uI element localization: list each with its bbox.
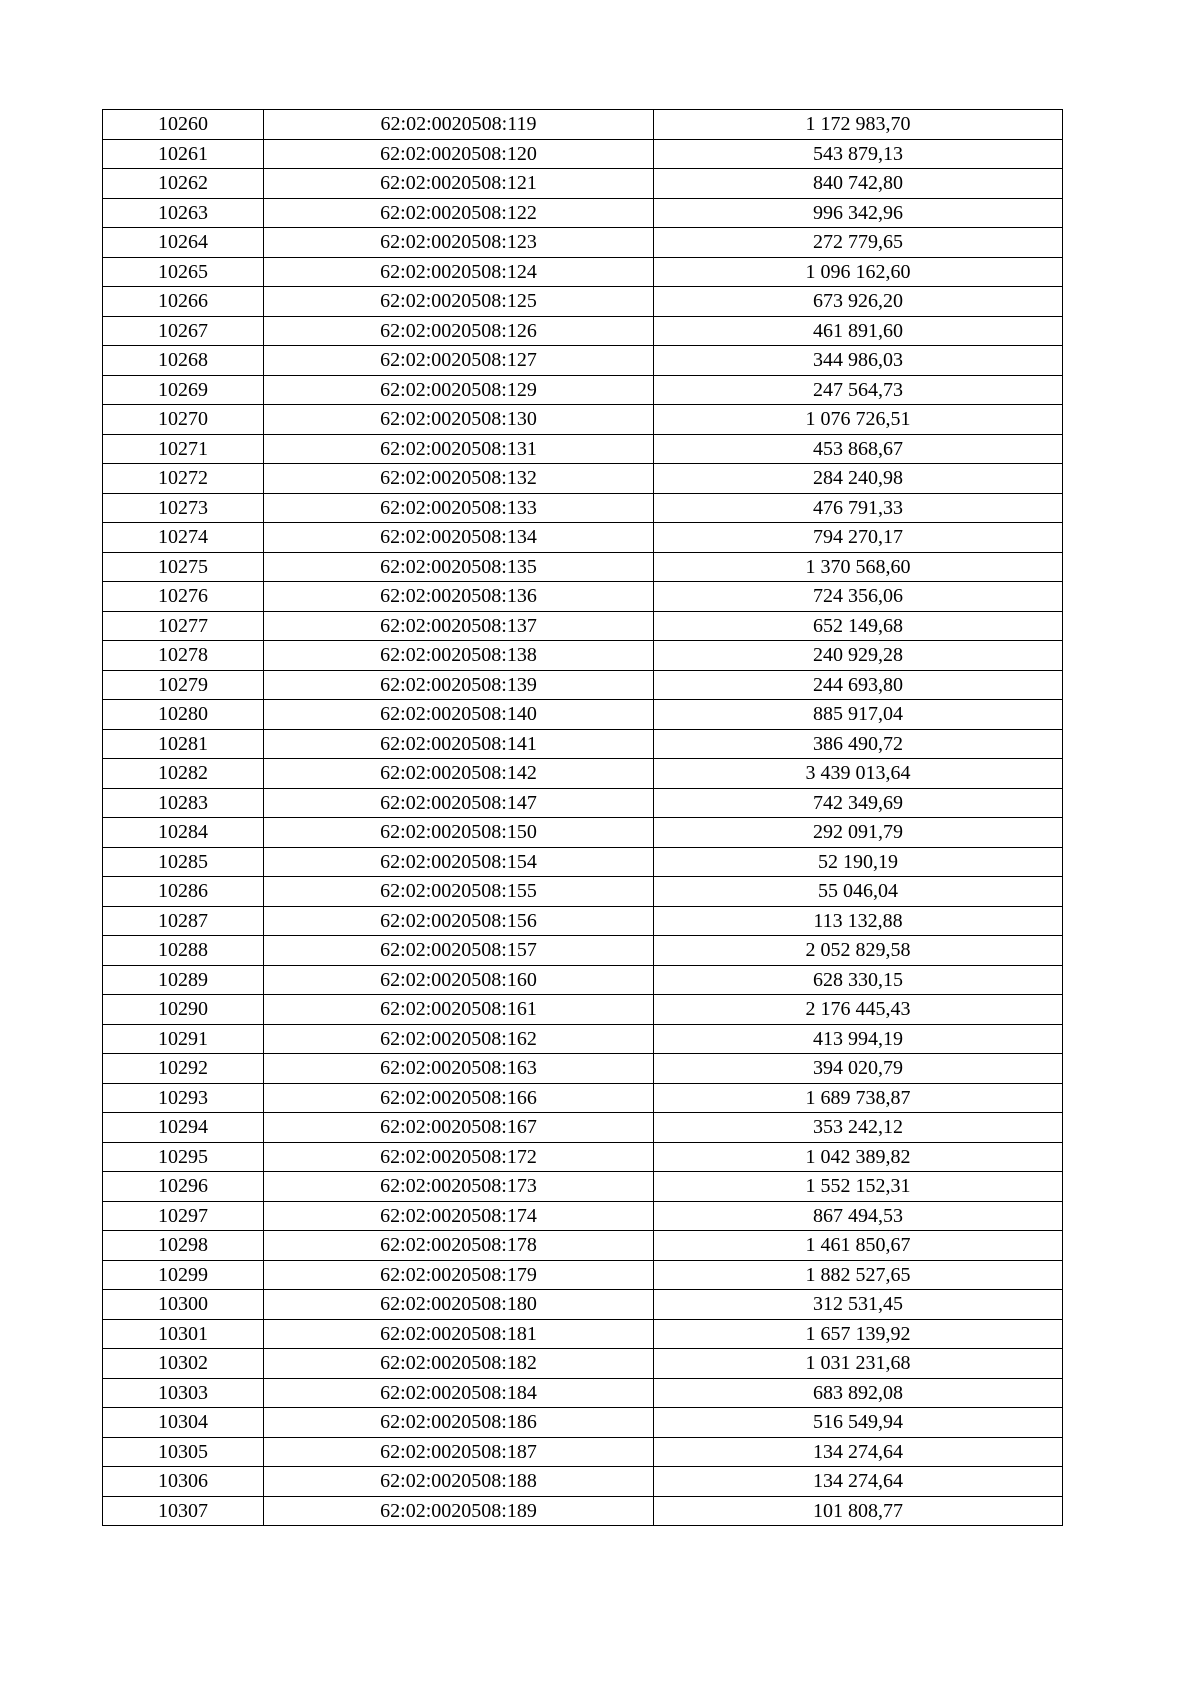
value-cell: 461 891,60 bbox=[654, 316, 1063, 346]
value-cell: 52 190,19 bbox=[654, 847, 1063, 877]
value-cell: 1 031 231,68 bbox=[654, 1349, 1063, 1379]
cadastral-number-cell: 62:02:0020508:141 bbox=[264, 729, 654, 759]
table-row bbox=[103, 1378, 1063, 1408]
row-number-cell: 10266 bbox=[103, 287, 264, 317]
value-cell: 453 868,67 bbox=[654, 434, 1063, 464]
cadastral-number-cell: 62:02:0020508:129 bbox=[264, 375, 654, 405]
table-row bbox=[103, 316, 1063, 346]
value-cell: 3 439 013,64 bbox=[654, 759, 1063, 789]
cadastral-number-cell: 62:02:0020508:121 bbox=[264, 169, 654, 199]
row-number-cell: 10280 bbox=[103, 700, 264, 730]
row-number-cell: 10271 bbox=[103, 434, 264, 464]
cadastral-number-cell: 62:02:0020508:180 bbox=[264, 1290, 654, 1320]
row-number-cell: 10281 bbox=[103, 729, 264, 759]
cadastral-number-cell: 62:02:0020508:137 bbox=[264, 611, 654, 641]
value-cell: 247 564,73 bbox=[654, 375, 1063, 405]
table-row bbox=[103, 1349, 1063, 1379]
value-cell: 1 552 152,31 bbox=[654, 1172, 1063, 1202]
cadastral-number-cell: 62:02:0020508:184 bbox=[264, 1378, 654, 1408]
row-number-cell: 10293 bbox=[103, 1083, 264, 1113]
value-cell: 394 020,79 bbox=[654, 1054, 1063, 1084]
row-number-cell: 10298 bbox=[103, 1231, 264, 1261]
value-cell: 284 240,98 bbox=[654, 464, 1063, 494]
cadastral-number-cell: 62:02:0020508:174 bbox=[264, 1201, 654, 1231]
table-row bbox=[103, 641, 1063, 671]
cadastral-number-cell: 62:02:0020508:139 bbox=[264, 670, 654, 700]
value-cell: 240 929,28 bbox=[654, 641, 1063, 671]
cadastral-number-cell: 62:02:0020508:156 bbox=[264, 906, 654, 936]
cadastral-number-cell: 62:02:0020508:157 bbox=[264, 936, 654, 966]
value-cell: 413 994,19 bbox=[654, 1024, 1063, 1054]
row-number-cell: 10287 bbox=[103, 906, 264, 936]
cadastral-number-cell: 62:02:0020508:179 bbox=[264, 1260, 654, 1290]
value-cell: 292 091,79 bbox=[654, 818, 1063, 848]
row-number-cell: 10283 bbox=[103, 788, 264, 818]
table-row bbox=[103, 847, 1063, 877]
cadastral-number-cell: 62:02:0020508:163 bbox=[264, 1054, 654, 1084]
row-number-cell: 10270 bbox=[103, 405, 264, 435]
cadastral-number-cell: 62:02:0020508:123 bbox=[264, 228, 654, 258]
value-cell: 353 242,12 bbox=[654, 1113, 1063, 1143]
table-row bbox=[103, 375, 1063, 405]
value-cell: 885 917,04 bbox=[654, 700, 1063, 730]
value-cell: 742 349,69 bbox=[654, 788, 1063, 818]
table-row bbox=[103, 493, 1063, 523]
cadastral-number-cell: 62:02:0020508:160 bbox=[264, 965, 654, 995]
row-number-cell: 10290 bbox=[103, 995, 264, 1025]
table-row bbox=[103, 434, 1063, 464]
row-number-cell: 10277 bbox=[103, 611, 264, 641]
cadastral-number-cell: 62:02:0020508:124 bbox=[264, 257, 654, 287]
row-number-cell: 10291 bbox=[103, 1024, 264, 1054]
cadastral-number-cell: 62:02:0020508:155 bbox=[264, 877, 654, 907]
table-row bbox=[103, 906, 1063, 936]
cadastral-number-cell: 62:02:0020508:166 bbox=[264, 1083, 654, 1113]
cadastral-number-cell: 62:02:0020508:181 bbox=[264, 1319, 654, 1349]
cadastral-number-cell: 62:02:0020508:147 bbox=[264, 788, 654, 818]
table-row bbox=[103, 1172, 1063, 1202]
table-row bbox=[103, 965, 1063, 995]
value-cell: 312 531,45 bbox=[654, 1290, 1063, 1320]
row-number-cell: 10306 bbox=[103, 1467, 264, 1497]
cadastral-number-cell: 62:02:0020508:132 bbox=[264, 464, 654, 494]
value-cell: 476 791,33 bbox=[654, 493, 1063, 523]
table-row bbox=[103, 877, 1063, 907]
cadastral-number-cell: 62:02:0020508:167 bbox=[264, 1113, 654, 1143]
cadastral-value-table bbox=[102, 109, 1063, 1526]
cadastral-number-cell: 62:02:0020508:133 bbox=[264, 493, 654, 523]
row-number-cell: 10261 bbox=[103, 139, 264, 169]
table-row bbox=[103, 788, 1063, 818]
table-row bbox=[103, 198, 1063, 228]
cadastral-number-cell: 62:02:0020508:161 bbox=[264, 995, 654, 1025]
cadastral-number-cell: 62:02:0020508:189 bbox=[264, 1496, 654, 1526]
value-cell: 724 356,06 bbox=[654, 582, 1063, 612]
table-row bbox=[103, 405, 1063, 435]
cadastral-number-cell: 62:02:0020508:126 bbox=[264, 316, 654, 346]
table-row bbox=[103, 257, 1063, 287]
value-cell: 867 494,53 bbox=[654, 1201, 1063, 1231]
value-cell: 386 490,72 bbox=[654, 729, 1063, 759]
value-cell: 1 461 850,67 bbox=[654, 1231, 1063, 1261]
row-number-cell: 10285 bbox=[103, 847, 264, 877]
cadastral-number-cell: 62:02:0020508:186 bbox=[264, 1408, 654, 1438]
cadastral-number-cell: 62:02:0020508:120 bbox=[264, 139, 654, 169]
value-cell: 113 132,88 bbox=[654, 906, 1063, 936]
row-number-cell: 10302 bbox=[103, 1349, 264, 1379]
cadastral-number-cell: 62:02:0020508:130 bbox=[264, 405, 654, 435]
table-row bbox=[103, 523, 1063, 553]
cadastral-number-cell: 62:02:0020508:187 bbox=[264, 1437, 654, 1467]
cadastral-number-cell: 62:02:0020508:172 bbox=[264, 1142, 654, 1172]
table-row bbox=[103, 169, 1063, 199]
value-cell: 344 986,03 bbox=[654, 346, 1063, 376]
table-body bbox=[103, 110, 1063, 1526]
cadastral-number-cell: 62:02:0020508:178 bbox=[264, 1231, 654, 1261]
row-number-cell: 10278 bbox=[103, 641, 264, 671]
cadastral-number-cell: 62:02:0020508:135 bbox=[264, 552, 654, 582]
row-number-cell: 10272 bbox=[103, 464, 264, 494]
table-row bbox=[103, 611, 1063, 641]
cadastral-number-cell: 62:02:0020508:127 bbox=[264, 346, 654, 376]
row-number-cell: 10269 bbox=[103, 375, 264, 405]
value-cell: 673 926,20 bbox=[654, 287, 1063, 317]
table-row bbox=[103, 228, 1063, 258]
row-number-cell: 10263 bbox=[103, 198, 264, 228]
row-number-cell: 10301 bbox=[103, 1319, 264, 1349]
value-cell: 683 892,08 bbox=[654, 1378, 1063, 1408]
value-cell: 543 879,13 bbox=[654, 139, 1063, 169]
cadastral-number-cell: 62:02:0020508:138 bbox=[264, 641, 654, 671]
cadastral-number-cell: 62:02:0020508:122 bbox=[264, 198, 654, 228]
value-cell: 1 172 983,70 bbox=[654, 110, 1063, 140]
row-number-cell: 10288 bbox=[103, 936, 264, 966]
row-number-cell: 10279 bbox=[103, 670, 264, 700]
value-cell: 1 096 162,60 bbox=[654, 257, 1063, 287]
cadastral-number-cell: 62:02:0020508:119 bbox=[264, 110, 654, 140]
cadastral-number-cell: 62:02:0020508:131 bbox=[264, 434, 654, 464]
row-number-cell: 10300 bbox=[103, 1290, 264, 1320]
cadastral-number-cell: 62:02:0020508:173 bbox=[264, 1172, 654, 1202]
value-cell: 1 042 389,82 bbox=[654, 1142, 1063, 1172]
row-number-cell: 10292 bbox=[103, 1054, 264, 1084]
cadastral-number-cell: 62:02:0020508:150 bbox=[264, 818, 654, 848]
value-cell: 1 689 738,87 bbox=[654, 1083, 1063, 1113]
row-number-cell: 10282 bbox=[103, 759, 264, 789]
table-row bbox=[103, 759, 1063, 789]
table-row bbox=[103, 936, 1063, 966]
table-row bbox=[103, 729, 1063, 759]
value-cell: 628 330,15 bbox=[654, 965, 1063, 995]
row-number-cell: 10286 bbox=[103, 877, 264, 907]
row-number-cell: 10299 bbox=[103, 1260, 264, 1290]
row-number-cell: 10305 bbox=[103, 1437, 264, 1467]
table-row bbox=[103, 1290, 1063, 1320]
value-cell: 1 657 139,92 bbox=[654, 1319, 1063, 1349]
cadastral-number-cell: 62:02:0020508:125 bbox=[264, 287, 654, 317]
cadastral-number-cell: 62:02:0020508:182 bbox=[264, 1349, 654, 1379]
row-number-cell: 10297 bbox=[103, 1201, 264, 1231]
table-row bbox=[103, 287, 1063, 317]
table-row bbox=[103, 1260, 1063, 1290]
cadastral-number-cell: 62:02:0020508:140 bbox=[264, 700, 654, 730]
cadastral-number-cell: 62:02:0020508:136 bbox=[264, 582, 654, 612]
value-cell: 134 274,64 bbox=[654, 1467, 1063, 1497]
value-cell: 272 779,65 bbox=[654, 228, 1063, 258]
row-number-cell: 10260 bbox=[103, 110, 264, 140]
table-row bbox=[103, 552, 1063, 582]
cadastral-number-cell: 62:02:0020508:188 bbox=[264, 1467, 654, 1497]
value-cell: 55 046,04 bbox=[654, 877, 1063, 907]
table-row bbox=[103, 1113, 1063, 1143]
table-row bbox=[103, 110, 1063, 140]
table-row bbox=[103, 139, 1063, 169]
table-row bbox=[103, 1142, 1063, 1172]
value-cell: 652 149,68 bbox=[654, 611, 1063, 641]
cadastral-number-cell: 62:02:0020508:134 bbox=[264, 523, 654, 553]
row-number-cell: 10275 bbox=[103, 552, 264, 582]
table-row bbox=[103, 1231, 1063, 1261]
row-number-cell: 10265 bbox=[103, 257, 264, 287]
value-cell: 2 176 445,43 bbox=[654, 995, 1063, 1025]
table-row bbox=[103, 464, 1063, 494]
value-cell: 2 052 829,58 bbox=[654, 936, 1063, 966]
row-number-cell: 10268 bbox=[103, 346, 264, 376]
table-row bbox=[103, 1024, 1063, 1054]
value-cell: 516 549,94 bbox=[654, 1408, 1063, 1438]
row-number-cell: 10307 bbox=[103, 1496, 264, 1526]
row-number-cell: 10294 bbox=[103, 1113, 264, 1143]
value-cell: 1 370 568,60 bbox=[654, 552, 1063, 582]
row-number-cell: 10273 bbox=[103, 493, 264, 523]
value-cell: 101 808,77 bbox=[654, 1496, 1063, 1526]
row-number-cell: 10295 bbox=[103, 1142, 264, 1172]
row-number-cell: 10289 bbox=[103, 965, 264, 995]
row-number-cell: 10262 bbox=[103, 169, 264, 199]
table-row bbox=[103, 700, 1063, 730]
row-number-cell: 10296 bbox=[103, 1172, 264, 1202]
table-row bbox=[103, 670, 1063, 700]
cadastral-number-cell: 62:02:0020508:162 bbox=[264, 1024, 654, 1054]
table-row bbox=[103, 346, 1063, 376]
value-cell: 244 693,80 bbox=[654, 670, 1063, 700]
table-row bbox=[103, 1467, 1063, 1497]
row-number-cell: 10267 bbox=[103, 316, 264, 346]
value-cell: 1 076 726,51 bbox=[654, 405, 1063, 435]
row-number-cell: 10284 bbox=[103, 818, 264, 848]
table-row bbox=[103, 582, 1063, 612]
cadastral-number-cell: 62:02:0020508:142 bbox=[264, 759, 654, 789]
table-row bbox=[103, 1054, 1063, 1084]
table-row bbox=[103, 1319, 1063, 1349]
table-row bbox=[103, 1496, 1063, 1526]
value-cell: 134 274,64 bbox=[654, 1437, 1063, 1467]
row-number-cell: 10276 bbox=[103, 582, 264, 612]
value-cell: 840 742,80 bbox=[654, 169, 1063, 199]
row-number-cell: 10264 bbox=[103, 228, 264, 258]
value-cell: 794 270,17 bbox=[654, 523, 1063, 553]
row-number-cell: 10303 bbox=[103, 1378, 264, 1408]
value-cell: 996 342,96 bbox=[654, 198, 1063, 228]
table-row bbox=[103, 1437, 1063, 1467]
table-row bbox=[103, 995, 1063, 1025]
value-cell: 1 882 527,65 bbox=[654, 1260, 1063, 1290]
table-row bbox=[103, 818, 1063, 848]
table-row bbox=[103, 1201, 1063, 1231]
table-row bbox=[103, 1408, 1063, 1438]
cadastral-number-cell: 62:02:0020508:154 bbox=[264, 847, 654, 877]
row-number-cell: 10304 bbox=[103, 1408, 264, 1438]
table-row bbox=[103, 1083, 1063, 1113]
row-number-cell: 10274 bbox=[103, 523, 264, 553]
